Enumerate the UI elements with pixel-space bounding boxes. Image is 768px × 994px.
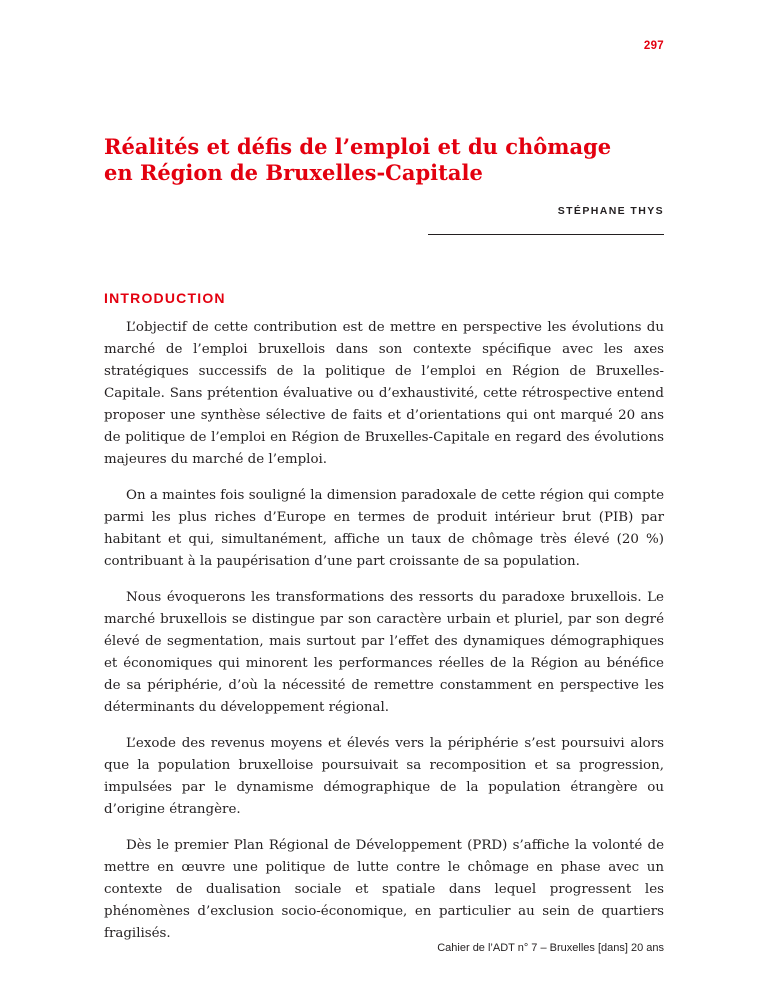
paragraph-5: Dès le premier Plan Régional de Développement (PRD) s’affiche la volonté de mettre en œuvre une politique de lutte contre le chômage en phase avec un contexte de dualisation sociale et spatiale dans lequel progressent les phénomènes d’exclusion socio-économique, en particulier au sein de quartiers fragilisés. <box>104 838 664 941</box>
paragraph-4: L’exode des revenus moyens et élevés vers la périphérie s’est poursuivi alors que la population bruxelloise poursuivait sa recomposition et sa progression, impulsées par le dynamisme démographique de la population étrangère ou d’origine étrangère. <box>104 736 664 817</box>
author-divider <box>428 234 664 235</box>
paragraph-3: Nous évoquerons les transformations des ressorts du paradoxe bruxellois. Le marché bruxellois se distingue par son caractère urbain et pluriel, par son degré élevé de segmentation, mais surtout par l’effet des dynamiques démographiques et économiques qui minorent les performances réelles de la Région au bénéfice de sa périphérie, d’où la nécessité de remettre constamment en perspective les déterminants du développement régional. <box>104 590 664 715</box>
paragraph-2: On a maintes fois souligné la dimension paradoxale de cette région qui compte parmi les plus riches d’Europe en termes de produit intérieur brut (PIB) par habitant et qui, simultanément, affiche un taux de chômage très élevé (20 %) contribuant à la paupérisation d’une part croissante de sa population. <box>104 488 664 569</box>
article-title-line-2: en Région de Bruxelles-Capitale <box>104 160 483 185</box>
author-name: STÉPHANE THYS <box>557 205 664 217</box>
section-heading: INTRODUCTION <box>104 290 226 306</box>
article-title <box>104 134 684 186</box>
running-footer: Cahier de l’ADT n° 7 – Bruxelles [dans] 20 ans <box>437 942 664 954</box>
article-title-line-1: Réalités et défis de l’emploi et du chômage <box>104 134 612 159</box>
paragraph-1: L’objectif de cette contribution est de mettre en perspective les évolutions du marché de l’emploi bruxellois dans son contexte spécifique avec les axes stratégiques successifs de la politique de l’emploi en Région de Bruxelles-Capitale. Sans prétention évaluative ou d’exhaustivité, cette rétrospective entend proposer une synthèse sélective de faits et d’orientations qui ont marqué 20 ans de politique de l’emploi en Région de Bruxelles-Capitale en regard des évolutions majeures du marché de l’emploi. <box>104 320 664 467</box>
body-text <box>104 317 664 959</box>
page-number: 297 <box>643 40 664 52</box>
